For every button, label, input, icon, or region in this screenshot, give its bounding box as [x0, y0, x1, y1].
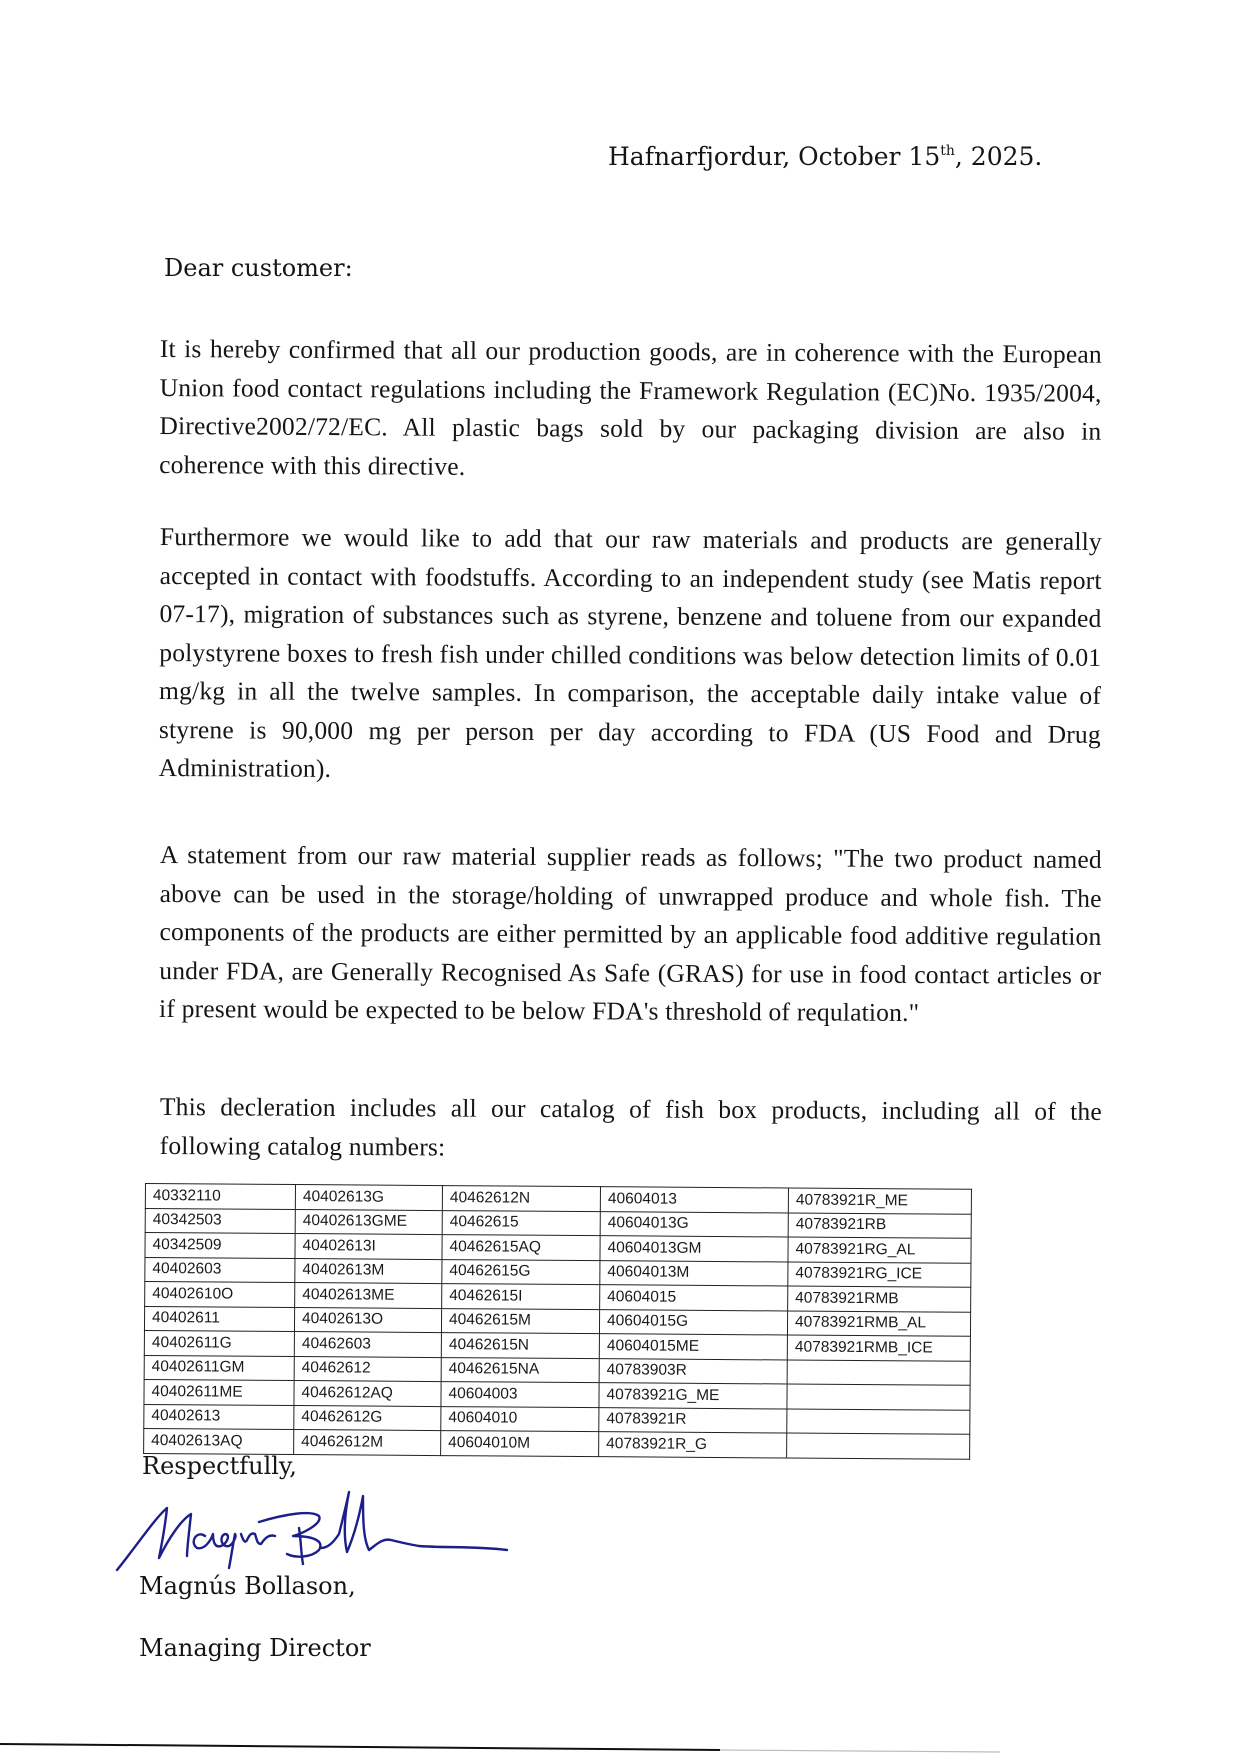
- catalog-number-cell: 40402613O: [294, 1307, 441, 1333]
- catalog-number-cell: 40332110: [145, 1184, 295, 1210]
- catalog-numbers-table: [143, 1183, 972, 1459]
- catalog-number-cell: 40402613: [144, 1404, 294, 1430]
- catalog-number-cell: 40402613M: [295, 1258, 442, 1284]
- paragraph-eu-regulations: It is hereby confirmed that all our production goods, are in coherence with the European Union food contact regulations including the Framework Regulation (EC)No. 1935/2004, Directive2002/72/EC. All plastic bags sold by our packaging division are also in coherence with this directive.: [159, 333, 1102, 481]
- date-ordinal-suffix: th: [940, 143, 955, 159]
- catalog-number-cell: 40402613AQ: [144, 1428, 294, 1454]
- catalog-numbers-table-wrapper: [143, 1183, 972, 1459]
- catalog-number-cell: 40783921RMB_ICE: [787, 1335, 970, 1361]
- catalog-number-cell: 40402611GM: [144, 1355, 294, 1381]
- catalog-number-cell: [787, 1433, 970, 1459]
- catalog-number-cell: 40783921R_G: [599, 1432, 787, 1458]
- signature-stroke-agnus: [194, 1533, 275, 1568]
- catalog-number-cell: 40604010M: [441, 1431, 599, 1457]
- catalog-number-cell: 40402611: [144, 1306, 294, 1332]
- salutation: Dear customer:: [164, 254, 353, 282]
- catalog-number-cell: 40604015ME: [599, 1334, 787, 1360]
- catalog-number-cell: 40402613ME: [295, 1283, 442, 1309]
- catalog-number-cell: 40604003: [441, 1382, 599, 1408]
- catalog-number-cell: 40462615AQ: [442, 1235, 600, 1261]
- catalog-number-cell: 40402611ME: [144, 1379, 294, 1405]
- catalog-number-cell: [787, 1384, 970, 1410]
- signer-title: Managing Director: [139, 1634, 371, 1662]
- signature-stroke-ollason: [321, 1492, 507, 1552]
- catalog-number-cell: 40462612: [294, 1356, 441, 1382]
- catalog-number-cell: 40604013G: [600, 1211, 788, 1237]
- signature-stroke-m: [117, 1508, 191, 1570]
- catalog-number-cell: 40462603: [294, 1332, 441, 1358]
- scan-edge-line: [0, 1742, 1240, 1754]
- catalog-number-cell: 40402613G: [295, 1185, 442, 1211]
- catalog-number-cell: 40604013: [600, 1187, 788, 1213]
- catalog-number-cell: 40462612G: [294, 1405, 441, 1431]
- catalog-number-cell: 40402611G: [144, 1330, 294, 1356]
- catalog-number-cell: 40462615M: [441, 1308, 599, 1334]
- signature-stroke-b: [259, 1513, 320, 1564]
- place-and-date: [608, 142, 1043, 171]
- catalog-number-cell: 40462615N: [441, 1333, 599, 1359]
- catalog-number-cell: 40604015G: [599, 1309, 787, 1335]
- catalog-number-cell: 40402603: [145, 1257, 295, 1283]
- catalog-number-cell: 40462615G: [442, 1259, 600, 1285]
- catalog-number-cell: 40783921RB: [788, 1212, 971, 1238]
- catalog-number-cell: 40604013M: [600, 1260, 788, 1286]
- paragraph-supplier-statement: A statement from our raw material supplier reads as follows; "The two product named above can be used in the storage/holding of unwrapped produce and whole fish. The components of the products are either permitted by an applicable food additive regulation under FDA, are Generally Recognised As Safe (GRAS) for use in food contact articles or if present would be expected to be below FDA's threshold of requlation.": [159, 839, 1102, 1027]
- catalog-number-cell: 40604010: [441, 1406, 599, 1432]
- catalog-number-cell: 40604015: [600, 1285, 788, 1311]
- paragraph-migration-study: Furthermore we would like to add that our raw materials and products are generally accepted in contact with foodstuffs. According to an independent study (see Matis report 07-17), migration of substances such as styrene, benzene and toluene from our expanded polystyrene boxes to fresh fish under chilled conditions was below detection limits of 0.01 mg/kg in all the twelve samples. In comparison, the acceptable daily intake value of styrene is 90,000 mg per person per day according to FDA (US Food and Drug Administration).: [158, 521, 1102, 783]
- date-text: Hafnarfjordur, October 15: [608, 142, 941, 171]
- catalog-number-cell: 40462612M: [294, 1430, 441, 1456]
- paragraph-catalog-intro: This decleration includes all our catalog of fish box products, including all of the following catalog numbers:: [159, 1092, 1102, 1161]
- catalog-number-cell: 40402610O: [145, 1282, 295, 1308]
- catalog-number-cell: 40462612AQ: [294, 1381, 441, 1407]
- catalog-number-cell: 40783903R: [599, 1358, 787, 1384]
- catalog-number-cell: 40783921R: [599, 1407, 787, 1433]
- catalog-number-cell: 40462615NA: [441, 1357, 599, 1383]
- closing: Respectfully,: [142, 1452, 297, 1480]
- catalog-number-cell: 40342503: [145, 1208, 295, 1234]
- signer-name: Magnús Bollason,: [139, 1572, 356, 1600]
- date-year: , 2025.: [954, 142, 1043, 171]
- catalog-number-cell: 40342509: [145, 1233, 295, 1259]
- catalog-number-cell: [787, 1359, 970, 1385]
- catalog-number-cell: [787, 1408, 970, 1434]
- catalog-number-cell: 40783921RG_ICE: [788, 1261, 971, 1287]
- catalog-number-cell: 40402613GME: [295, 1209, 442, 1235]
- catalog-number-cell: 40783921RG_AL: [788, 1237, 971, 1263]
- catalog-number-cell: 40462615I: [442, 1284, 600, 1310]
- catalog-number-cell: 40604013GM: [600, 1236, 788, 1262]
- catalog-number-cell: 40783921R_ME: [788, 1188, 971, 1214]
- signature-image: [115, 1478, 565, 1578]
- catalog-number-cell: 40462615: [442, 1210, 600, 1236]
- catalog-number-cell: 40402613I: [295, 1234, 442, 1260]
- catalog-number-cell: 40783921G_ME: [599, 1383, 787, 1409]
- catalog-number-cell: 40462612N: [442, 1186, 600, 1212]
- catalog-number-cell: 40783921RMB_AL: [787, 1310, 970, 1336]
- catalog-number-cell: 40783921RMB: [788, 1286, 971, 1312]
